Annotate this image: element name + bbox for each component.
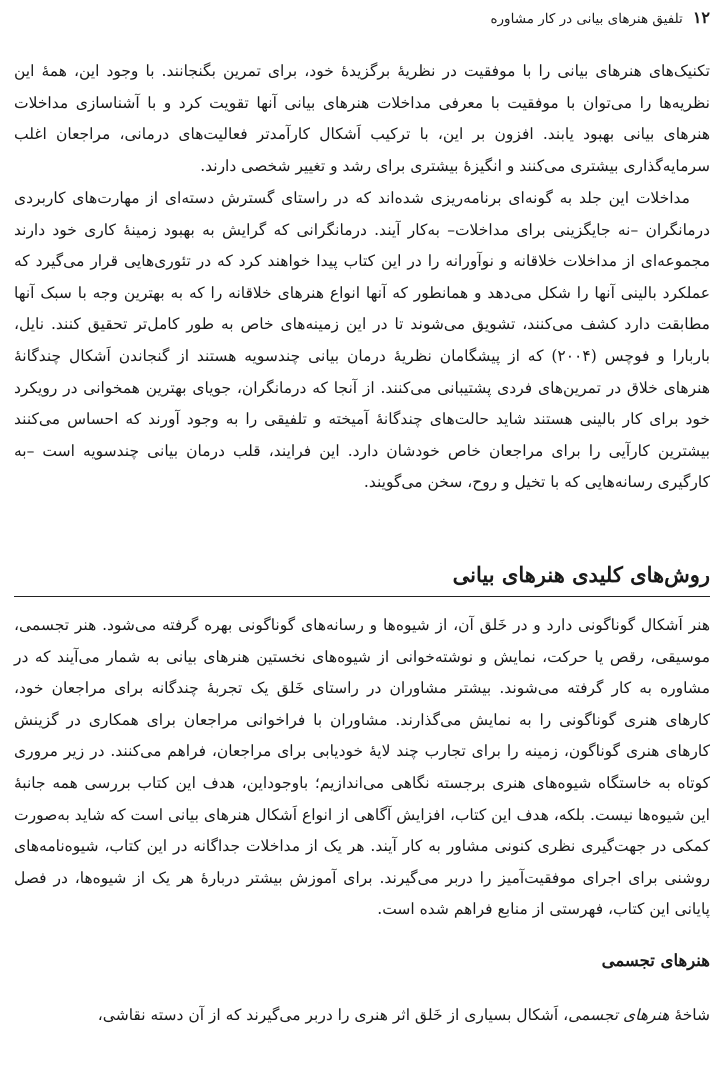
page-number: ۱۲ xyxy=(692,8,710,27)
book-page xyxy=(14,0,710,1079)
running-title: تلفیق هنرهای بیانی در کار مشاوره xyxy=(490,11,683,27)
running-head xyxy=(14,6,710,30)
paragraph-4-lead: شاخهٔ xyxy=(669,1006,710,1024)
sub-heading: هنرهای تجسمی xyxy=(601,951,710,970)
paragraph-3: هنر اَشکال گوناگونی دارد و در خَلق آن، از شیوه‌ها و رسانه‌های گوناگونی بهره گرفته می‌شود. هنر تجسمی، موسیقی، رقص یا حرکت، نمایش و نوشته‌خوانی از شیوه‌های نخستین هنرهای بیانی به شمار می‌آیند که در مشاوره به کار گرفته می‌شوند. بیشتر مشاوران در راستای خَلق یک تجربهٔ چندگانه برای مراجعان خود، کارهای هنری گوناگونی را به نمایش می‌گذارند. مشاوران با فراخوانی مراجعان برای همکاری در گزینش کارهای هنری گوناگون، زمینه را برای تجارب چند لایهٔ خودیابی برای مراجعان، فراهم می‌کنند. در زیر مروری کوتاه به خاستگاه شیوه‌های هنری برجسته نگاهی می‌اندازیم؛ باوجوداین، هدف این کتاب بررسی همه جانبهٔ این شیوه‌ها نیست. بلکه، هدف این کتاب، افزایش آگاهی از انواع اَشکال هنرهای بیانی است که شاید به‌صورت کمکی در جهت‌گیری نظری کنونی مشاور به کار آیند. هر یک از مداخلات جداگانه در این کتاب، شیوه‌نامه‌های روشنی برای اجرای موفقیت‌آمیز را دربر می‌گیرند. برای آموزش بیشتر دربارهٔ هر یک از شیوه‌ها، در فصل پایانی این کتاب، فهرستی از منابع فراهم شده است. xyxy=(14,616,710,919)
paragraph-4 xyxy=(14,1000,710,1032)
paragraph-4-rest: ، اَشکال بسیاری از خَلق اثر هنری را دربر می‌گیرند که از آن دسته نقاشی، xyxy=(97,1006,569,1024)
paragraph-2: مداخلات این جلد به گونه‌ای برنامه‌ریزی شده‌اند که در راستای گسترش دسته‌ای از مهارت‌های کاربردی درمانگران –نه جایگزینی برای مداخلات– به‌کار آیند. درمانگرانی که گرایش به بهبود زمینهٔ کاری خود دارند مجموعه‌ای از مداخلات خلاقانه و نوآورانه را در این کتاب پیدا خواهند کرد که در تئوری‌هایی قرار می‌گیرد که عملکرد بالینی آنها را شکل می‌دهد و همانطور که آنها انواع هنرهای خلاقانه را که به بهترین وجه با سبک آنها مطابقت دارد کشف می‌کنند، تشویق می‌شوند تا در این زمینه‌های خاص به طور کامل‌تر تحقیق کنند. نایل، باربارا و فوچس (۲۰۰۴) که از پیشگامان نظریهٔ درمان بیانی چندسویه هستند از گنجاندن اَشکال چندگانهٔ هنرهای خلاق در تمرین‌های فردی پشتیبانی می‌کنند. از آنجا که درمانگران، جویای بهترین همخوانی در رویکرد خود برای کار بالینی هستند شاید حالت‌های چندگانهٔ آمیخته و تلفیقی را به وجود آورند که احساس می‌کنند بیشترین کارآیی را برای مراجعان خاص خودشان دارد. این فرایند، قلب درمان بیانی چندسویه است –به کارگیری رسانه‌هایی که با تخیل و روح، سخن می‌گویند. xyxy=(14,189,710,492)
paragraph-4-emphasis: هنرهای تجسمی xyxy=(568,1006,670,1024)
section-heading: روش‌های کلیدی هنرهای بیانی xyxy=(14,558,710,597)
paragraph-1: تکنیک‌های هنرهای بیانی را با موفقیت در نظریهٔ برگزیدهٔ خود، برای تمرین بگنجانند. با وجود این، همهٔ این نظریه‌ها را می‌توان با موفقیت با معرفی مداخلات هنرهای بیانی آنها تقویت کرد و با آشناسازی مداخلات هنرهای بیانی بهبود یابند. افزون بر این، با ترکیب اَشکال کارآمدتر فعالیت‌های درمانی، مراجعان اغلب سرمایه‌گذاری بیشتری می‌کنند و انگیزهٔ بیشتری برای رشد و تغییر شخصی دارند. xyxy=(14,62,710,175)
